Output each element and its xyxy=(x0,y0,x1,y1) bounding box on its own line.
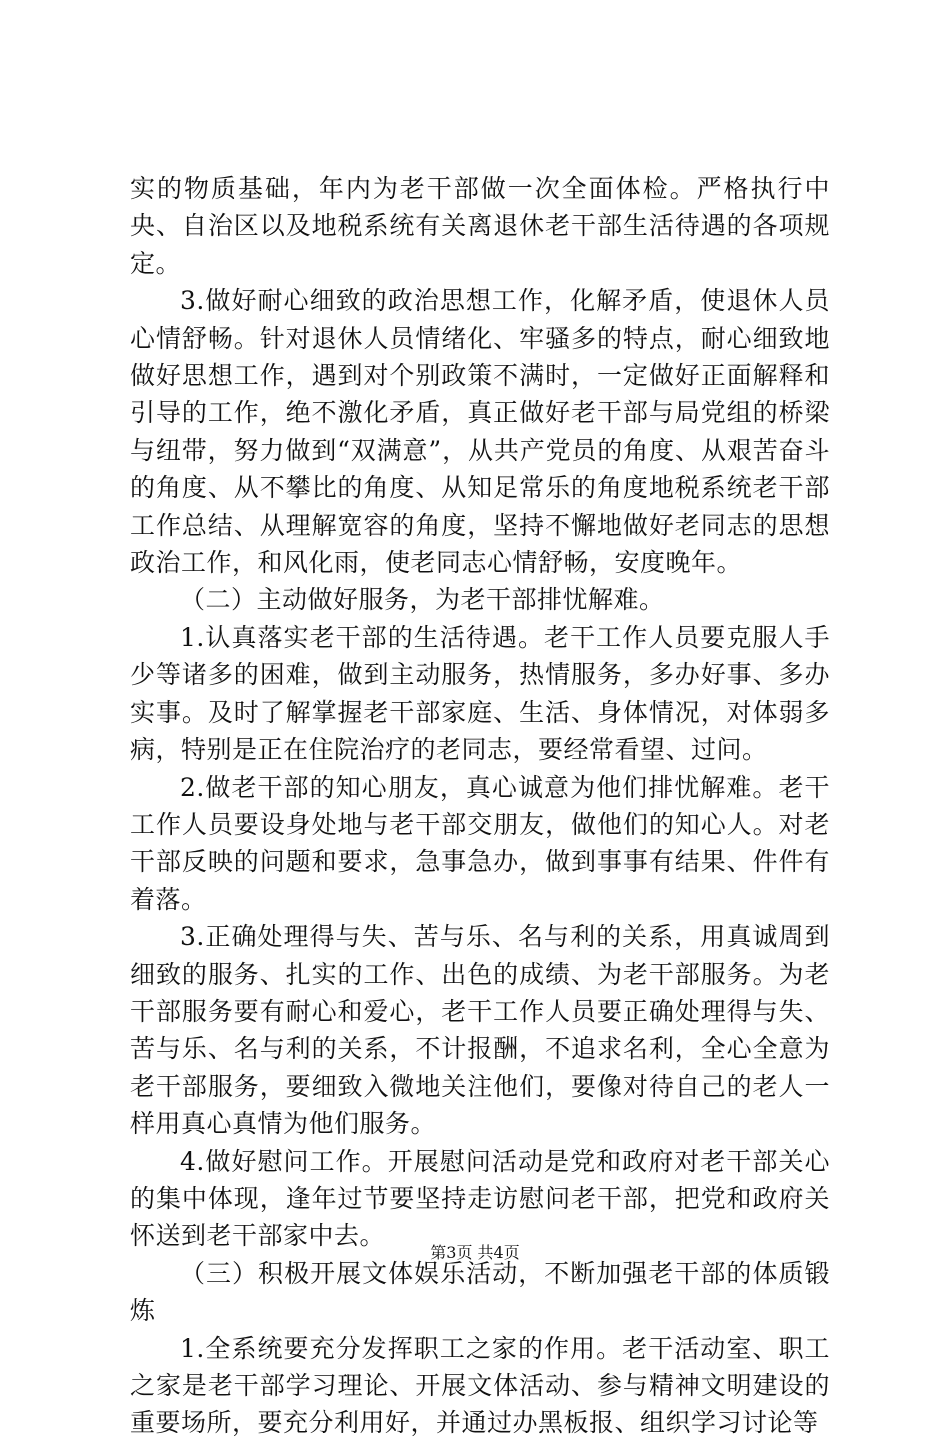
paragraph-item-3-relationships: 3.正确处理得与失、苦与乐、名与利的关系，用真诚周到细致的服务、扎实的工作、出色的成绩、为老干部服务。为老干部服务要有耐心和爱心，老干工作人员要正确处理得与失、苦与乐、名与利的关系，不计报酬，不追求名利，全心全意为老干部服务，要细致入微地关注他们，要像对待自己的老人一样用真心真情为他们服务。 xyxy=(130,922,830,1139)
paragraph-continuation: 实的物质基础，年内为老干部做一次全面体检。严格执行中央、自治区以及地税系统有关离退休老干部生活待遇的各项规定。 xyxy=(130,174,830,278)
page-footer: 第3页 共4页 xyxy=(430,1243,520,1262)
section-heading-2: （二）主动做好服务，为老干部排忧解难。 xyxy=(180,585,665,615)
paragraph-item-2-close-friends: 2.做老干部的知心朋友，真心诚意为他们排忧解难。老干工作人员要设身处地与老干部交朋友，做他们的知心人。对老干部反映的问题和要求，急事急办，做到事事有结果、件件有着落。 xyxy=(130,772,830,914)
paragraph-item-1-staff-home: 1.全系统要充分发挥职工之家的作用。老干活动室、职工之家是老干部学习理论、开展文体活动、参与精神文明建设的重要场所，要充分利用好，并通过办黑板报、组织学习讨论等 xyxy=(130,1333,830,1438)
paragraph-item-4-condolence: 4.做好慰问工作。开展慰问活动是党和政府对老干部关心的集中体现，逢年过节要坚持走访慰问老干部，把党和政府关怀送到老干部家中去。 xyxy=(130,1146,830,1251)
paragraph-item-1-living-benefits: 1.认真落实老干部的生活待遇。老干工作人员要克服人手少等诸多的困难，做到主动服务，热情服务，多办好事、多办实事。及时了解掌握老干部家庭、生活、身体情况，对体弱多病，特别是正在住院治疗的老同志，要经常看望、过问。 xyxy=(130,622,830,765)
section-heading-3: （三）积极开展文体娱乐活动，不断加强老干部的体质锻炼 xyxy=(130,1258,830,1326)
paragraph-item-3-political-work: 3.做好耐心细致的政治思想工作，化解矛盾，使退休人员心情舒畅。针对退休人员情绪化、牢骚多的特点，耐心细致地做好思想工作，遇到对个别政策不满时，一定做好正面解释和引导的工作，绝不激化矛盾，真正做好老干部与局党组的桥梁与纽带，努力做到“双满意”，从共产党员的角度、从艰苦奋斗的角度、从不攀比的角度、从知足常乐的角度地税系统老干部工作总结、从理解宽容的角度，坚持不懈地做好老同志的思想政治工作，和风化雨，使老同志心情舒畅，安度晚年。 xyxy=(130,286,830,578)
